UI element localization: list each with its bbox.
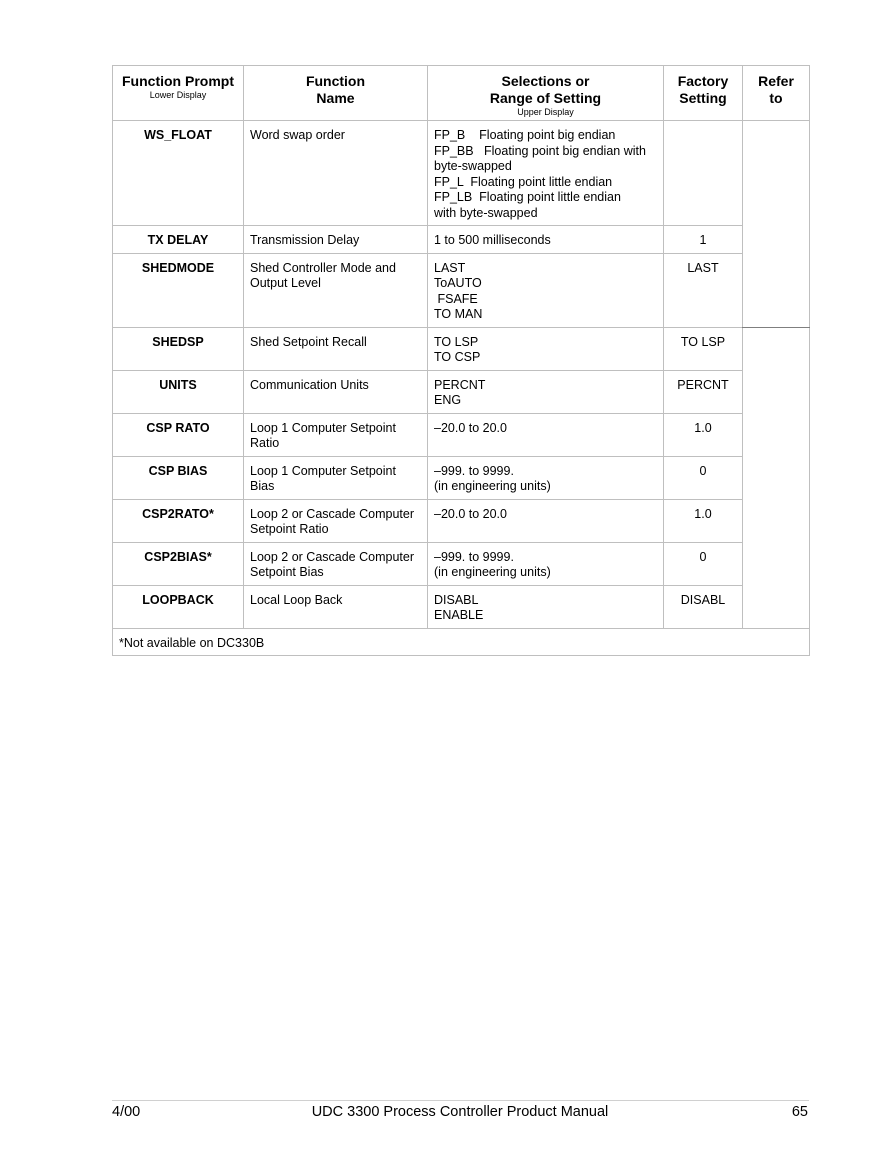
function-prompt: TX DELAY — [113, 226, 244, 254]
table-row — [113, 585, 810, 628]
table-row — [113, 253, 810, 327]
footer-date: 4/00 — [112, 1104, 141, 1120]
factory-setting: 1.0 — [664, 413, 743, 456]
table-row — [113, 226, 810, 254]
header-selections: Selections or Range of Setting Upper Display — [428, 66, 664, 121]
table-row — [113, 499, 810, 542]
function-name: Transmission Delay — [244, 226, 428, 254]
header-factory-setting: Factory Setting — [664, 66, 743, 121]
function-name: Word swap order — [244, 121, 428, 226]
factory-setting: DISABL — [664, 585, 743, 628]
refer-to-cell — [743, 327, 810, 628]
function-name: Loop 1 Computer Setpoint Ratio — [244, 413, 428, 456]
table-row — [113, 121, 810, 226]
header-upper-display: Upper Display — [517, 107, 574, 117]
page-number: 65 — [791, 1104, 808, 1120]
table-row — [113, 370, 810, 413]
function-prompt: SHEDSP — [113, 327, 244, 370]
factory-setting — [664, 121, 743, 226]
selections: DISABL ENABLE — [428, 585, 664, 628]
function-name: Loop 1 Computer Setpoint Bias — [244, 456, 428, 499]
table-row — [113, 413, 810, 456]
selections: –20.0 to 20.0 — [428, 413, 664, 456]
footnote: *Not available on DC330B — [113, 628, 810, 656]
footer-title: UDC 3300 Process Controller Product Manual — [311, 1104, 609, 1120]
function-name: Shed Controller Mode and Output Level — [244, 253, 428, 327]
header-function-prompt: Function Prompt Lower Display — [113, 66, 244, 121]
selections: –999. to 9999. (in engineering units) — [428, 542, 664, 585]
table-row — [113, 456, 810, 499]
factory-setting: TO LSP — [664, 327, 743, 370]
selections: 1 to 500 milliseconds — [428, 226, 664, 254]
function-name: Local Loop Back — [244, 585, 428, 628]
refer-to-cell — [743, 121, 810, 328]
footer-divider — [112, 1100, 809, 1101]
function-prompt: WS_FLOAT — [113, 121, 244, 226]
function-prompt: CSP RATO — [113, 413, 244, 456]
factory-setting: 1 — [664, 226, 743, 254]
function-name: Shed Setpoint Recall — [244, 327, 428, 370]
header-function-name: Function Name — [244, 66, 428, 121]
function-prompt: CSP2BIAS* — [113, 542, 244, 585]
factory-setting: LAST — [664, 253, 743, 327]
selections: –20.0 to 20.0 — [428, 499, 664, 542]
factory-setting: 0 — [664, 456, 743, 499]
selections: FP_B Floating point big endian FP_BB Floating point big endian with byte-swapped FP_L Floating point little endian FP_LB Floating point little endian with byte-swapped — [428, 121, 664, 226]
table-row — [113, 542, 810, 585]
function-prompt: CSP2RATO* — [113, 499, 244, 542]
function-prompt: UNITS — [113, 370, 244, 413]
function-name: Loop 2 or Cascade Computer Setpoint Ratio — [244, 499, 428, 542]
function-name: Communication Units — [244, 370, 428, 413]
header-lower-display: Lower Display — [149, 90, 207, 100]
table-row — [113, 327, 810, 370]
function-prompt: SHEDMODE — [113, 253, 244, 327]
factory-setting: 0 — [664, 542, 743, 585]
footnote-row — [113, 628, 810, 656]
factory-setting: PERCNT — [664, 370, 743, 413]
selections: –999. to 9999. (in engineering units) — [428, 456, 664, 499]
factory-setting: 1.0 — [664, 499, 743, 542]
header-row — [113, 66, 810, 121]
function-prompt: LOOPBACK — [113, 585, 244, 628]
function-name: Loop 2 or Cascade Computer Setpoint Bias — [244, 542, 428, 585]
selections: PERCNT ENG — [428, 370, 664, 413]
selections: TO LSP TO CSP — [428, 327, 664, 370]
function-prompt: CSP BIAS — [113, 456, 244, 499]
function-table — [112, 65, 810, 656]
selections: LAST ToAUTO FSAFE TO MAN — [428, 253, 664, 327]
header-refer-to: Refer to — [743, 66, 810, 121]
